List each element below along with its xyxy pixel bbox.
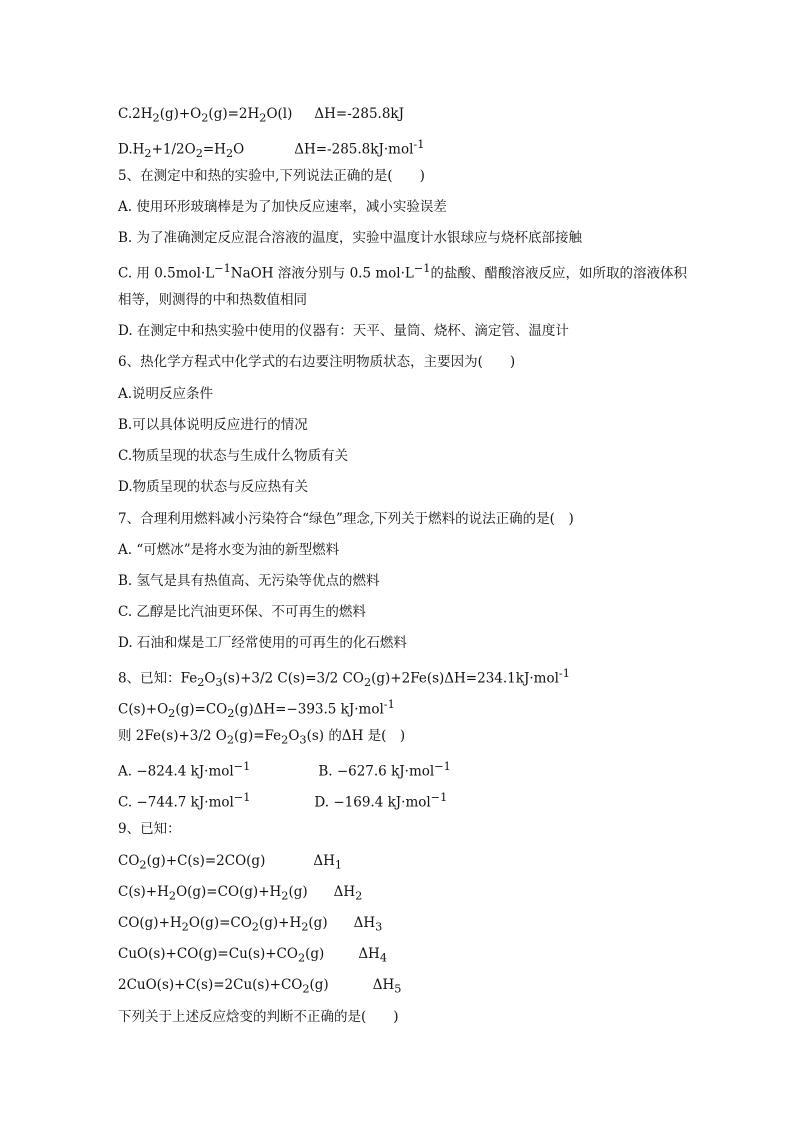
enthalpy: ΔH [353, 915, 376, 931]
text: 则 2Fe(s)+3/2 O [118, 728, 227, 744]
subscript: 2 [301, 920, 309, 934]
text: (g)+H [258, 915, 302, 931]
q6-option-d: D.物质呈现的状态与反应热有关 [118, 479, 309, 495]
text: (g)=CO [175, 701, 228, 718]
q9-reaction-2 [118, 883, 362, 906]
text: (g)=Fe [234, 728, 282, 744]
subscript: 2 [168, 707, 176, 721]
text: =H [202, 141, 226, 158]
subscript: 3 [299, 733, 307, 747]
text: D.H [118, 141, 145, 158]
text: CO [118, 853, 140, 869]
text: O [204, 670, 216, 687]
option-c-equation [118, 105, 404, 128]
option-a: A. −824.4 kJ·mol [118, 763, 234, 780]
text: C(s)+O [118, 701, 169, 718]
subscript: 3 [375, 920, 383, 934]
text: NaOH 溶液分别与 0.5 mol·L [230, 265, 414, 282]
text: O(l) [266, 106, 293, 122]
q6-option-c: C.物质呈现的状态与生成什么物质有关 [118, 448, 349, 464]
question-7: 7、合理利用燃料减小污染符合“绿色”理念,下列关于燃料的说法正确的是( ) [118, 511, 574, 527]
enthalpy: ΔH [372, 977, 395, 993]
q7-option-a: A. “可燃冰”是将水变为油的新型燃料 [118, 542, 340, 558]
text: (g) [305, 946, 325, 962]
q5-option-a: A. 使用环形玻璃棒是为了加快反应速率，减小实验误差 [118, 199, 447, 215]
q5-option-c-cont: 相等，则测得的中和热数值相同 [118, 292, 307, 308]
text: O(g)=CO [188, 915, 252, 931]
q8-equation-2 [118, 696, 395, 723]
text: CO(g)+H [118, 915, 182, 931]
subscript: 2 [225, 147, 234, 161]
question-5: 5、在测定中和热的实验中,下列说法正确的是( ) [118, 168, 425, 184]
text: (s)+3/2 C(s)=3/2 CO [222, 670, 364, 687]
superscript: −1 [214, 262, 231, 275]
option-b: B. −627.6 kJ·mol [318, 763, 435, 780]
subscript: 2 [201, 111, 209, 125]
subscript: 5 [394, 982, 402, 996]
superscript: −1 [430, 791, 448, 804]
text: 的盐酸、醋酸溶液反应，如所取的溶液体积 [430, 265, 687, 282]
subscript: 2 [168, 889, 177, 903]
text: (g) [308, 915, 328, 931]
q8-options-ab [118, 758, 451, 781]
q5-option-c [118, 260, 687, 283]
subscript: 2 [181, 920, 189, 934]
q9-prompt: 下列关于上述反应焓变的判断不正确的是( ) [118, 1009, 399, 1025]
question-9: 9、已知： [118, 821, 181, 837]
text: C. 用 0.5mol·L [118, 265, 215, 282]
text: +1/2O [151, 141, 196, 158]
subscript: 2 [139, 858, 147, 872]
subscript: 2 [259, 111, 267, 125]
q6-option-b: B.可以具体说明反应进行的情况 [118, 417, 308, 433]
text: (g)+2Fe(s)ΔH=234.1kJ·mol [371, 670, 559, 687]
text: (g)=2H [208, 106, 260, 122]
superscript: −1 [233, 760, 251, 773]
subscript: 3 [215, 676, 223, 690]
q9-reaction-1 [118, 852, 342, 875]
text: (s) 的ΔH 是( ) [306, 728, 406, 744]
option-c: C. −744.7 kJ·mol [118, 794, 234, 811]
option-d: D. −169.4 kJ·mol [314, 794, 431, 811]
q5-option-b: B. 为了准确测定反应混合溶液的温度，实验中温度计水银球应与烧杯底部接触 [118, 230, 583, 246]
q8-options-cd [118, 789, 447, 812]
subscript: 2 [152, 111, 160, 125]
subscript: 1 [334, 858, 343, 872]
subscript: 2 [227, 707, 235, 721]
text: (g) [288, 884, 308, 900]
text: CuO(s)+CO(g)=Cu(s)+CO [118, 946, 298, 962]
q9-reaction-5 [118, 976, 401, 999]
text: (g)+O [159, 106, 202, 122]
text: O [288, 728, 300, 744]
text: (g)ΔH=−393.5 kJ·mol [234, 701, 384, 718]
option-d-equation [118, 136, 424, 163]
subscript: 2 [197, 676, 205, 690]
text: 2CuO(s)+C(s)=2Cu(s)+CO [118, 977, 303, 993]
text: C(s)+H [118, 884, 169, 900]
subscript: 2 [355, 889, 363, 903]
q9-reaction-3 [118, 914, 382, 937]
enthalpy: ΔH [313, 853, 335, 869]
text: O(g)=CO(g)+H [176, 884, 282, 900]
q7-option-b: B. 氢气是具有热值高、无污染等优点的燃料 [118, 573, 380, 589]
superscript: −1 [233, 791, 251, 804]
question-8 [118, 665, 570, 692]
subscript: 2 [302, 982, 310, 996]
subscript: 2 [226, 733, 235, 747]
subscript: 2 [297, 951, 306, 965]
superscript: −1 [413, 262, 431, 275]
q8-prompt [118, 727, 405, 750]
enthalpy: ΔH [333, 884, 356, 900]
subscript: 2 [281, 889, 289, 903]
text: C.2H [118, 106, 153, 122]
subscript: 2 [144, 147, 152, 161]
text: (g) [309, 977, 329, 993]
subscript: 4 [379, 951, 388, 965]
q7-option-c: C. 乙醇是比汽油更环保、不可再生的燃料 [118, 604, 366, 620]
q9-reaction-4 [118, 945, 387, 968]
question-6: 6、热化学方程式中化学式的右边要注明物质状态，主要因为( ) [118, 354, 516, 370]
superscript: -1 [558, 667, 570, 680]
subscript: 2 [195, 147, 203, 161]
subscript: 2 [281, 733, 289, 747]
superscript: −1 [434, 760, 451, 773]
q7-option-d: D. 石油和煤是工厂经常使用的可再生的化石燃料 [118, 635, 407, 651]
subscript: 2 [363, 676, 372, 690]
text: 8、已知：Fe [118, 670, 198, 687]
q5-option-d: D. 在测定中和热实验中使用的仪器有：天平、量筒、烧杯、滴定管、温度计 [118, 323, 569, 339]
subscript: 2 [251, 920, 259, 934]
q6-option-a: A.说明反应条件 [118, 386, 214, 402]
superscript: -1 [383, 698, 395, 711]
superscript: -1 [413, 138, 425, 151]
enthalpy: ΔH [358, 946, 380, 962]
text: (g)+C(s)=2CO(g) [146, 853, 266, 869]
enthalpy: ΔH=-285.8kJ·mol [294, 141, 414, 158]
enthalpy: ΔH=-285.8kJ [314, 106, 405, 122]
text: O [233, 141, 245, 158]
